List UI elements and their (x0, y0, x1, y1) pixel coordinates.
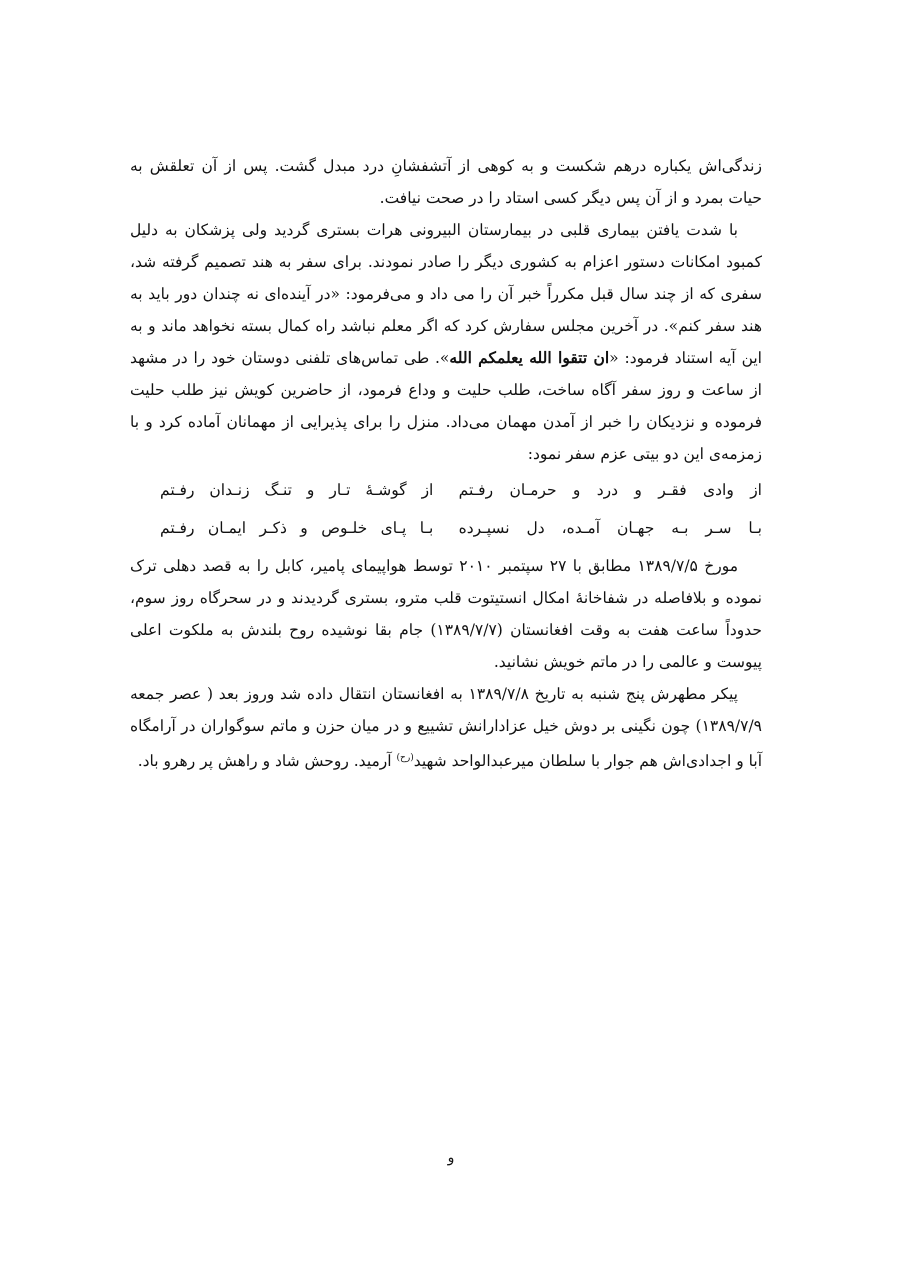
paragraph-2-text-before: با شدت یافتن بیماری قلبی در بیمارستان البیرونی هرات بستری گردید ولی پزشکان به دلیل کمبود امکانات دستور اعزام به کشوری دیگر را صادر نمودند. برای سفر به هند تصمیم گرفته شد، سفری که از چند سال قبل مکرراً خبر آن را می داد و می‌فرمود: «در آینده‌ای نه چندان دور باید به هند سفر کنم». در آخرین مجلس سفارش کرد که اگر معلم نباشد راه کمال بسته نخواهد ماند و به این آیه استناد فرمود: « (130, 221, 762, 367)
document-body (130, 150, 762, 777)
poem-line-1 (130, 474, 762, 506)
paragraph-4-text-after: آرمید. روحش شاد و راهش پر رهرو باد. (137, 752, 397, 771)
honorific-superscript: (رح) (396, 753, 414, 763)
quranic-verse: ان تتقوا الله یعلمکم الله (449, 348, 610, 367)
paragraph-2-text-after: ». طی تماس‌های تلفنی دوستان خود را در مشهد از ساعت و روز سفر آگاه ساخت، طلب حلیت و وداع فرمود، از حاضرین کویش نیز طلب حلیت فرموده و نزدیکان را خبر از آمدن مهمان می‌داد. منزل را برای پذیرایی از مهمانان آماده کرد و با زمزمه‌ی این دو بیتی عزم سفر نمود: (130, 349, 762, 463)
paragraph-1-text: زندگی‌اش یکباره درهم شکست و به کوهی از آتشفشانِ درد مبدل گشت. پس از آن تعلقش به حیات بمرد و از آن پس دیگر کسی استاد را در صحت نیافت. (130, 157, 762, 207)
poem-line-2-first-hemistich: بـا سـر بـه جهـان آمـده، دل نسپـرده (458, 519, 762, 537)
paragraph-4 (130, 678, 762, 777)
paragraph-3 (130, 550, 762, 678)
paragraph-4-text-before: پیکر مطهرش پنج شنبه به تاریخ ۱۳۸۹/۷/۸ به افغانستان انتقال داده شد وروز بعد ( عصر جمعه ۱۳۸۹/۷/۹) چون نگینی بر دوش خیل عزادارانش تشییع و در میان حزن و ماتم سوگواران در آرامگاه آبا و اجدادی‌اش هم جوار با سلطان میرعبدالواحد شهید (130, 685, 762, 771)
paragraph-3-text: مورخ ۱۳۸۹/۷/۵ مطابق با ۲۷ سپتمبر ۲۰۱۰ توسط هواپیمای پامیر، کابل را به قصد دهلی ترک نموده و بلافاصله در شفاخانهٔ امکال انستیتوت قلب مترو، بستری گردیدند و در سحرگاه روز سوم، حدوداً ساعت هفت به وقت افغانستان (۱۳۸۹/۷/۷) جام بقا نوشیده روح بلندش به ملکوت اعلی پیوست و عالمی را در ماتم خویش نشانید. (130, 557, 762, 671)
paragraph-1 (130, 150, 762, 214)
paragraph-2 (130, 214, 762, 470)
poem-line-2-second-hemistich: بـا پـای خلـوص و ذکـر ایمـان رفـتم (160, 519, 434, 537)
page-number: و (447, 1150, 455, 1166)
poem-line-2 (130, 512, 762, 544)
poem-line-1-second-hemistich: از گوشـهٔ تـار و تنـگ زنـدان رفـتم (160, 481, 434, 499)
poem-line-1-first-hemistich: از وادی فقـر و درد و حرمـان رفـتم (458, 481, 762, 499)
